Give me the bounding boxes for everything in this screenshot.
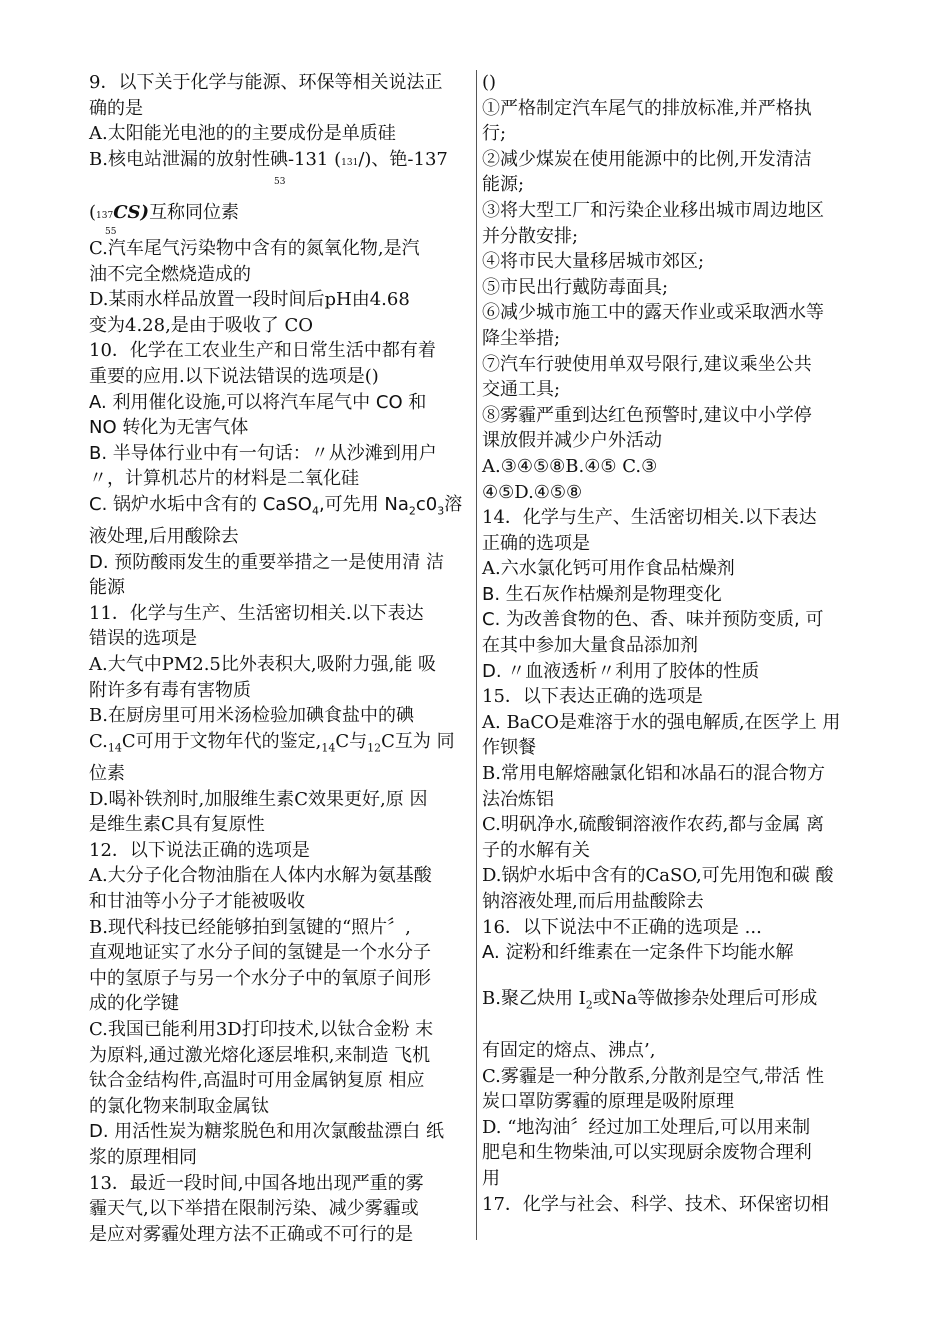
q16-option-a: A. 淀粉和纤维素在一定条件下均能水解 bbox=[482, 942, 794, 964]
q12-option-a-line-1: A.大分子化合物油脂在人体内水解为氨基酸 bbox=[89, 865, 432, 887]
q14-stem-line-2: 正确的选项是 bbox=[482, 532, 590, 554]
q10-option-a-line-1: A. 利用催化设施,可以将汽车尾气中 CO 和 bbox=[89, 391, 427, 413]
q11-option-d-line-2: 是维生素C具有复原性 bbox=[89, 814, 265, 836]
q13-item-5: ⑤市民出行戴防毒面具; bbox=[482, 276, 669, 298]
q13-item-1-line-1: ①严格制定汽车尾气的排放标准,并严格执 bbox=[482, 97, 812, 119]
q12-option-d-line-2: 浆的原理相同 bbox=[89, 1146, 197, 1168]
q14-option-c-line-1: C. 为改善食物的色、香、味并预防变质, 可 bbox=[482, 609, 824, 631]
q13-item-8-line-2: 课放假并减少户外活动 bbox=[482, 430, 662, 452]
left-column bbox=[89, 70, 471, 1247]
q16-option-d-line-2: 肥皂和生物柴油,可以实现厨余废物合理利 bbox=[482, 1142, 812, 1164]
right-column bbox=[482, 70, 868, 1217]
q10-option-d-line-1: D. 预防酸雨发生的重要举措之一是使用清 洁 bbox=[89, 551, 445, 573]
question-17 bbox=[482, 1192, 868, 1218]
q13-item-2-line-1: ②减少煤炭在使用能源中的比例,开发清洁 bbox=[482, 148, 812, 170]
q9-b2-atomic-number: 55 bbox=[105, 226, 117, 237]
q12-option-b-line-4: 成的化学键 bbox=[89, 993, 179, 1015]
question-14 bbox=[482, 505, 868, 684]
q10-stem-line-2: 重要的应用.以下说法错误的选项是() bbox=[89, 365, 379, 387]
q15-option-c-line-1: C.明矾净水,硫酸铜溶液作农药,都与金属 离 bbox=[482, 814, 825, 836]
q12-option-a-line-2: 和甘油等小分子才能被吸收 bbox=[89, 891, 305, 912]
q12-stem: 12．以下说法正确的选项是 bbox=[89, 839, 310, 861]
q11-stem-line-2: 错误的选项是 bbox=[89, 628, 197, 650]
q11-c-mid2: C与 bbox=[335, 730, 368, 752]
q13-item-1-line-2: 行; bbox=[482, 123, 507, 145]
q10-option-b-line-1: B. 半导体行业中有一句话：〃从沙滩到用户 bbox=[89, 442, 437, 464]
q14-option-d: D. 〃血液透析〃利用了胶体的性质 bbox=[482, 660, 760, 682]
q9-b-tail: /)、铯-137 bbox=[358, 148, 448, 170]
q12-option-b-line-1: B.现代科技已经能够拍到氢键的“照片〞, bbox=[89, 916, 411, 938]
q12-option-c-line-3: 钛合金结构件,高温时可用金属钠复原 相应 bbox=[89, 1070, 425, 1092]
q17-stem-line-1: 17．化学与社会、科学、技术、环保密切相 bbox=[482, 1193, 829, 1215]
question-16 bbox=[482, 915, 868, 1192]
q9-option-c-line-2: 油不完全燃烧造成的 bbox=[89, 263, 251, 285]
question-11 bbox=[89, 601, 471, 838]
q11-c-mid: C可用于文物年代的鉴定, bbox=[121, 730, 322, 752]
q13-stem-line-3: 是应对雾霾处理方法不正确或不可行的是 bbox=[89, 1223, 413, 1245]
q15-option-b-line-1: B.常用电解熔融氯化铝和冰晶石的混合物方 bbox=[482, 763, 825, 785]
q13-stem-line-1: 13．最近一段时间,中国各地出现严重的雾 bbox=[89, 1172, 424, 1194]
q13-item-3-line-1: ③将大型工厂和污染企业移出城市周边地区 bbox=[482, 199, 824, 221]
q15-option-c-line-2: 子的水解有关 bbox=[482, 839, 590, 861]
q13-item-7-line-1: ⑦汽车行驶使用单双号限行,建议乘坐公共 bbox=[482, 353, 812, 375]
q15-option-a-line-1: A. BaCO是难溶于水的强电解质,在医学上 用 bbox=[482, 711, 841, 733]
q9-option-b-line-2 bbox=[89, 200, 471, 230]
q14-stem-line-1: 14．化学与生产、生活密切相关.以下表达 bbox=[482, 507, 817, 529]
q10-c-sub-2: 2 bbox=[408, 504, 416, 518]
q11-option-c-line-1 bbox=[89, 729, 471, 761]
q13-item-6-line-2: 降尘举措; bbox=[482, 327, 561, 349]
q9-stem-line-2: 确的是 bbox=[89, 97, 143, 119]
q12-option-c-line-1: C.我国已能利用3D打印技术,以钛合金粉 末 bbox=[89, 1018, 434, 1040]
q10-option-c-line-2: 液处理,后用酸除去 bbox=[89, 526, 239, 548]
q9-option-a: A.太阳能光电池的的主要成份是单质硅 bbox=[89, 123, 396, 145]
q16-option-b-line-1 bbox=[482, 986, 868, 1018]
q11-option-b: B.在厨房里可用米汤检验加碘食盐中的碘 bbox=[89, 705, 414, 727]
q12-option-b-line-3: 中的氢原子与另一个水分子中的氧原子间形 bbox=[89, 967, 431, 989]
q9-option-c-line-1: C.汽车尾气污染物中含有的氮氧化物,是汽 bbox=[89, 237, 420, 259]
q11-option-a-line-1: A.大气中PM2.5比外表积大,吸附力强,能 吸 bbox=[89, 654, 437, 676]
q11-c-sub-2: 14 bbox=[321, 741, 336, 755]
q11-c-sub-1: 14 bbox=[107, 741, 122, 755]
q16-option-c-line-1: C.雾霾是一种分散系,分散剂是空气,带活 性 bbox=[482, 1065, 825, 1087]
q9-stem-line-1: 9．以下关于化学与能源、环保等相关说法正 bbox=[89, 72, 443, 93]
q11-c-tail: C互为 同 bbox=[381, 730, 455, 752]
q16-option-d-line-1: D. “地沟油〞经过加工处理后,可以用来制 bbox=[482, 1116, 811, 1138]
q11-option-d-line-1: D.喝补铁剂时,加服维生素C效果更好,原 因 bbox=[89, 788, 428, 810]
q16-stem: 16．以下说法中不正确的选项是 ... bbox=[482, 916, 762, 938]
q11-c-sub-3: 12 bbox=[367, 741, 382, 755]
q13-item-4: ④将市民大量移居城市郊区; bbox=[482, 251, 705, 273]
question-9 bbox=[89, 70, 471, 338]
q16-option-d-line-3: 用 bbox=[482, 1167, 500, 1189]
q9-option-d-line-1: D.某雨水样品放置一段时间后pH由4.68 bbox=[89, 289, 410, 311]
q11-stem-line-1: 11．化学与生产、生活密切相关.以下表达 bbox=[89, 602, 424, 624]
q16-b-tail: 或Na等做掺杂处理后可形成 bbox=[592, 987, 818, 1009]
q12-option-c-line-2: 为原料,通过激光熔化逐层堆积,来制造 飞机 bbox=[89, 1044, 431, 1066]
q14-option-c-line-2: 在其中参加大量食品添加剂 bbox=[482, 635, 698, 657]
q13-item-8-line-1: ⑧雾霾严重到达红色预警时,建议中小学停 bbox=[482, 404, 812, 426]
question-12 bbox=[89, 838, 471, 1171]
q15-stem: 15．以下表达正确的选项是 bbox=[482, 686, 703, 708]
q13-options-line-1: A.③④⑤⑧B.④⑤ C.③ bbox=[482, 455, 658, 477]
q13-options-line-2: ④⑤D.④⑤⑧ bbox=[482, 481, 583, 503]
q16-option-c-line-2: 炭口罩防雾霾的原理是吸附原理 bbox=[482, 1091, 734, 1113]
q12-option-b-line-2: 直观地证实了水分子间的氢键是一个水分子 bbox=[89, 942, 431, 964]
q10-option-a-line-2: NO 转化为无害气体 bbox=[89, 417, 249, 439]
q15-option-d-line-2: 钠溶液处理,而后用盐酸除去 bbox=[482, 891, 704, 912]
q10-c-sub-3: 3 bbox=[437, 504, 445, 518]
q13-answer-paren: () bbox=[482, 72, 497, 93]
q11-option-c-line-2: 位素 bbox=[89, 763, 125, 785]
q10-stem-line-1: 10．化学在工农业生产和日常生活中都有着 bbox=[89, 340, 436, 362]
question-15 bbox=[482, 684, 868, 914]
q10-c-mid: ,可先用 Na bbox=[318, 493, 409, 515]
q9-b-iso-mass: 131 bbox=[341, 157, 359, 168]
question-13 bbox=[89, 1171, 471, 1248]
question-13-continued bbox=[482, 70, 868, 505]
q9-b-under-row bbox=[89, 176, 471, 200]
q10-option-b-line-2: 〃，计算机芯片的材料是二氧化硅 bbox=[89, 468, 359, 490]
q9-b2-under-row bbox=[89, 226, 471, 237]
q9-b2-pre: ( bbox=[89, 202, 97, 224]
q10-c-tail: 溶 bbox=[444, 493, 463, 515]
q15-option-b-line-2: 法冶炼铝 bbox=[482, 788, 554, 810]
q10-c-sub-1: 4 bbox=[311, 504, 319, 518]
q9-b2-iso-mass: 137 bbox=[96, 211, 114, 222]
q12-option-c-line-4: 的氯化物来制取金属钛 bbox=[89, 1095, 269, 1117]
q13-item-7-line-2: 交通工具; bbox=[482, 379, 561, 401]
q10-option-c-line-1 bbox=[89, 492, 471, 524]
q10-c-text: C. 锅炉水垢中含有的 CaSO bbox=[89, 493, 312, 515]
q9-b2-tail: 互称同位素 bbox=[149, 202, 240, 224]
q11-option-a-line-2: 附许多有毒有害物质 bbox=[89, 679, 251, 701]
q14-option-b: B. 生石灰作枯燥剂是物理变化 bbox=[482, 583, 722, 605]
q16-b-sub: 2 bbox=[585, 998, 593, 1012]
q13-item-3-line-2: 并分散安排; bbox=[482, 225, 579, 247]
q9-option-d-line-2: 变为4.28,是由于吸收了 CO bbox=[89, 314, 314, 336]
q13-stem-line-2: 霾天气,以下举措在限制污染、减少雾霾或 bbox=[89, 1198, 419, 1220]
q16-option-b-line-2: 有固定的熔点、沸点’, bbox=[482, 1039, 656, 1061]
column-divider bbox=[476, 70, 477, 1240]
q9-b2-symbol: CS) bbox=[113, 202, 150, 224]
q10-c-mid2: c0 bbox=[415, 493, 438, 515]
q9-b-atomic-number: 53 bbox=[274, 177, 286, 188]
q13-item-6-line-1: ⑥减少城市施工中的露天作业或采取洒水等 bbox=[482, 302, 824, 324]
q13-item-2-line-2: 能源; bbox=[482, 174, 525, 196]
q9-b-text: B.核电站泄漏的放射性碘-131 ( bbox=[89, 148, 342, 170]
q15-option-d-line-1: D.锅炉水垢中含有的CaSO,可先用饱和碳 酸 bbox=[482, 865, 834, 887]
q14-option-a: A.六水氯化钙可用作食品枯燥剂 bbox=[482, 558, 735, 580]
q11-c-text: C. bbox=[89, 730, 108, 752]
question-10 bbox=[89, 338, 471, 601]
q16-b-text: B.聚乙炔用 I bbox=[482, 987, 586, 1009]
q15-option-a-line-2: 作钡餐 bbox=[482, 737, 536, 759]
q12-option-d-line-1: D. 用活性炭为糖浆脱色和用次氯酸盐漂白 纸 bbox=[89, 1121, 445, 1143]
q10-option-d-line-2: 能源 bbox=[89, 577, 125, 599]
